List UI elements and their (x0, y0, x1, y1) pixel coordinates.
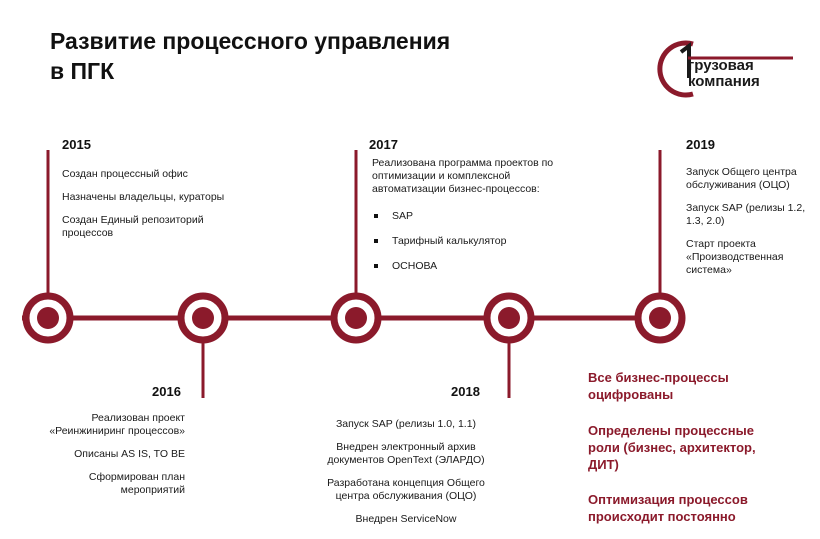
bullet-list-2017 (372, 210, 572, 273)
page-title-line1: Развитие процессного управления (50, 28, 451, 54)
node-2019 (638, 296, 682, 340)
block-2016 (40, 412, 185, 507)
year-2019: 2019 (686, 137, 715, 152)
logo-line1: грузовая (688, 57, 754, 74)
page-title-line2: в ПГК (50, 58, 115, 84)
event-2016-1: Реализован проект «Реинжиниринг процессов» (49, 412, 185, 437)
node-2017 (334, 296, 378, 340)
event-2019-2: Запуск SAP (релизы 1.2, 1.3, 2.0) (686, 202, 806, 227)
year-2018: 2018 (451, 384, 480, 399)
node-2015 (26, 296, 70, 340)
bullet-2017-1: SAP (372, 210, 572, 223)
year-2017: 2017 (369, 137, 398, 152)
event-2016-3: Сформирован план мероприятий (88, 471, 185, 496)
block-2017 (372, 157, 572, 285)
event-2018-2: Внедрен электронный архив документов OpenText (ЭЛАРДО) (327, 441, 485, 466)
year-2016: 2016 (152, 384, 181, 399)
bullet-2017-2: Тарифный калькулятор (372, 235, 572, 248)
event-2016-2: Описаны AS IS, TO BE (74, 448, 185, 460)
outcome-2: Определены процессные роли (бизнес, архитектор, ДИТ) (588, 423, 756, 472)
logo-line2: компания (688, 73, 760, 90)
outcome-3: Оптимизация процессов происходит постоянно (588, 492, 748, 524)
block-2015 (62, 168, 262, 250)
bullet-2017-3: ОСНОВА (372, 260, 572, 273)
event-2019-1: Запуск Общего центра обслуживания (ОЦО) (686, 166, 797, 191)
event-2018-1: Запуск SAP (релизы 1.0, 1.1) (335, 418, 477, 430)
event-2018-4: Внедрен ServiceNow (355, 513, 457, 525)
event-2015-1: Создан процессный офис (62, 168, 188, 180)
node-2018 (487, 296, 531, 340)
event-2018-3: Разработана концепция Общего центра обслуживания (ОЦО) (327, 477, 485, 502)
event-2017-intro: Реализована программа проектов по оптимизации и комплексной автоматизации бизнес-процессов: (372, 157, 554, 195)
node-2016 (181, 296, 225, 340)
event-2015-2: Назначены владельцы, кураторы (62, 191, 225, 203)
block-2019 (686, 166, 814, 287)
outcome-1: Все бизнес-процессы оцифрованы (588, 370, 729, 402)
event-2019-3: Старт проекта «Производственная система» (686, 238, 784, 276)
block-2018 (316, 418, 496, 536)
event-2015-3: Создан Единый репозиторий процессов (62, 214, 204, 239)
year-2015: 2015 (62, 137, 91, 152)
